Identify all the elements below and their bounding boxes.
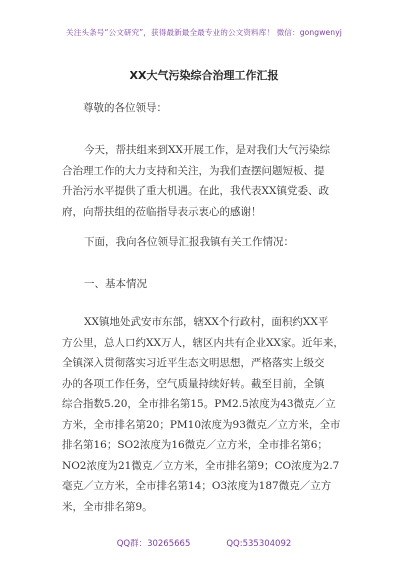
paragraph-line: 排名第16；SO2浓度为16微克／立方米，全市排名第6； bbox=[62, 439, 328, 451]
qq-group-text: QQ群：30265665 bbox=[116, 539, 191, 549]
footer-contact bbox=[0, 537, 408, 549]
paragraph-line: 综合指数5.20，全市排名第15。PM2.5浓度为43微克／立 bbox=[62, 398, 336, 410]
salutation: 尊敬的各位领导： bbox=[83, 102, 167, 114]
paragraph-line: 毫克／立方米，全市排名第14；O3浓度为187微克／立方 bbox=[62, 480, 332, 492]
paragraph-line: 今天，帮扶组来到XX开展工作，是对我们大气污染综 bbox=[84, 144, 330, 156]
paragraph-basic-info bbox=[62, 312, 362, 517]
header-banner: 关注头条号“公文研究”，获得最新最全最专业的公文资料库！ 微信：gongwenyj bbox=[66, 28, 342, 37]
section-heading: 一、基本情况 bbox=[84, 278, 147, 290]
paragraph-line: 府，向帮扶组的莅临指导表示衷心的感谢！ bbox=[62, 205, 262, 218]
document-title: XX大气污染综合治理工作汇报 bbox=[129, 69, 279, 82]
paragraph-line: 米，全市排名第9。 bbox=[62, 500, 153, 513]
paragraph-line: NO2浓度为21微克／立方米，全市排名第9；CO浓度为2.7 bbox=[62, 459, 340, 472]
paragraph-line: 全镇深入贯彻落实习近平生态文明思想，严格落实上级交 bbox=[62, 357, 325, 369]
paragraph-line: 方公里，总人口约XX万人，辖区内共有企业XX家。近年来， bbox=[62, 336, 344, 349]
paragraph-line: 方米，全市排名第20；PM10浓度为93微克／立方米，全市 bbox=[62, 418, 341, 431]
paragraph-line: 升治污水平提供了重大机遇。在此，我代表XX镇党委、政 bbox=[62, 185, 329, 197]
paragraph-intro bbox=[62, 140, 362, 222]
paragraph-line: 办的各项工作任务，空气质量持续好转。截至目前，全镇 bbox=[62, 377, 325, 390]
paragraph-line: XX镇地处武安市东部，辖XX个行政村，面积约XX平 bbox=[84, 316, 329, 328]
paragraph-line: 合治理工作的大力支持和关注，为我们查摆问题短板、提 bbox=[62, 164, 325, 177]
paragraph-transition: 下面，我向各位领导汇报我镇有关工作情况： bbox=[84, 236, 294, 248]
qq-text: QQ:535304092 bbox=[226, 539, 292, 549]
